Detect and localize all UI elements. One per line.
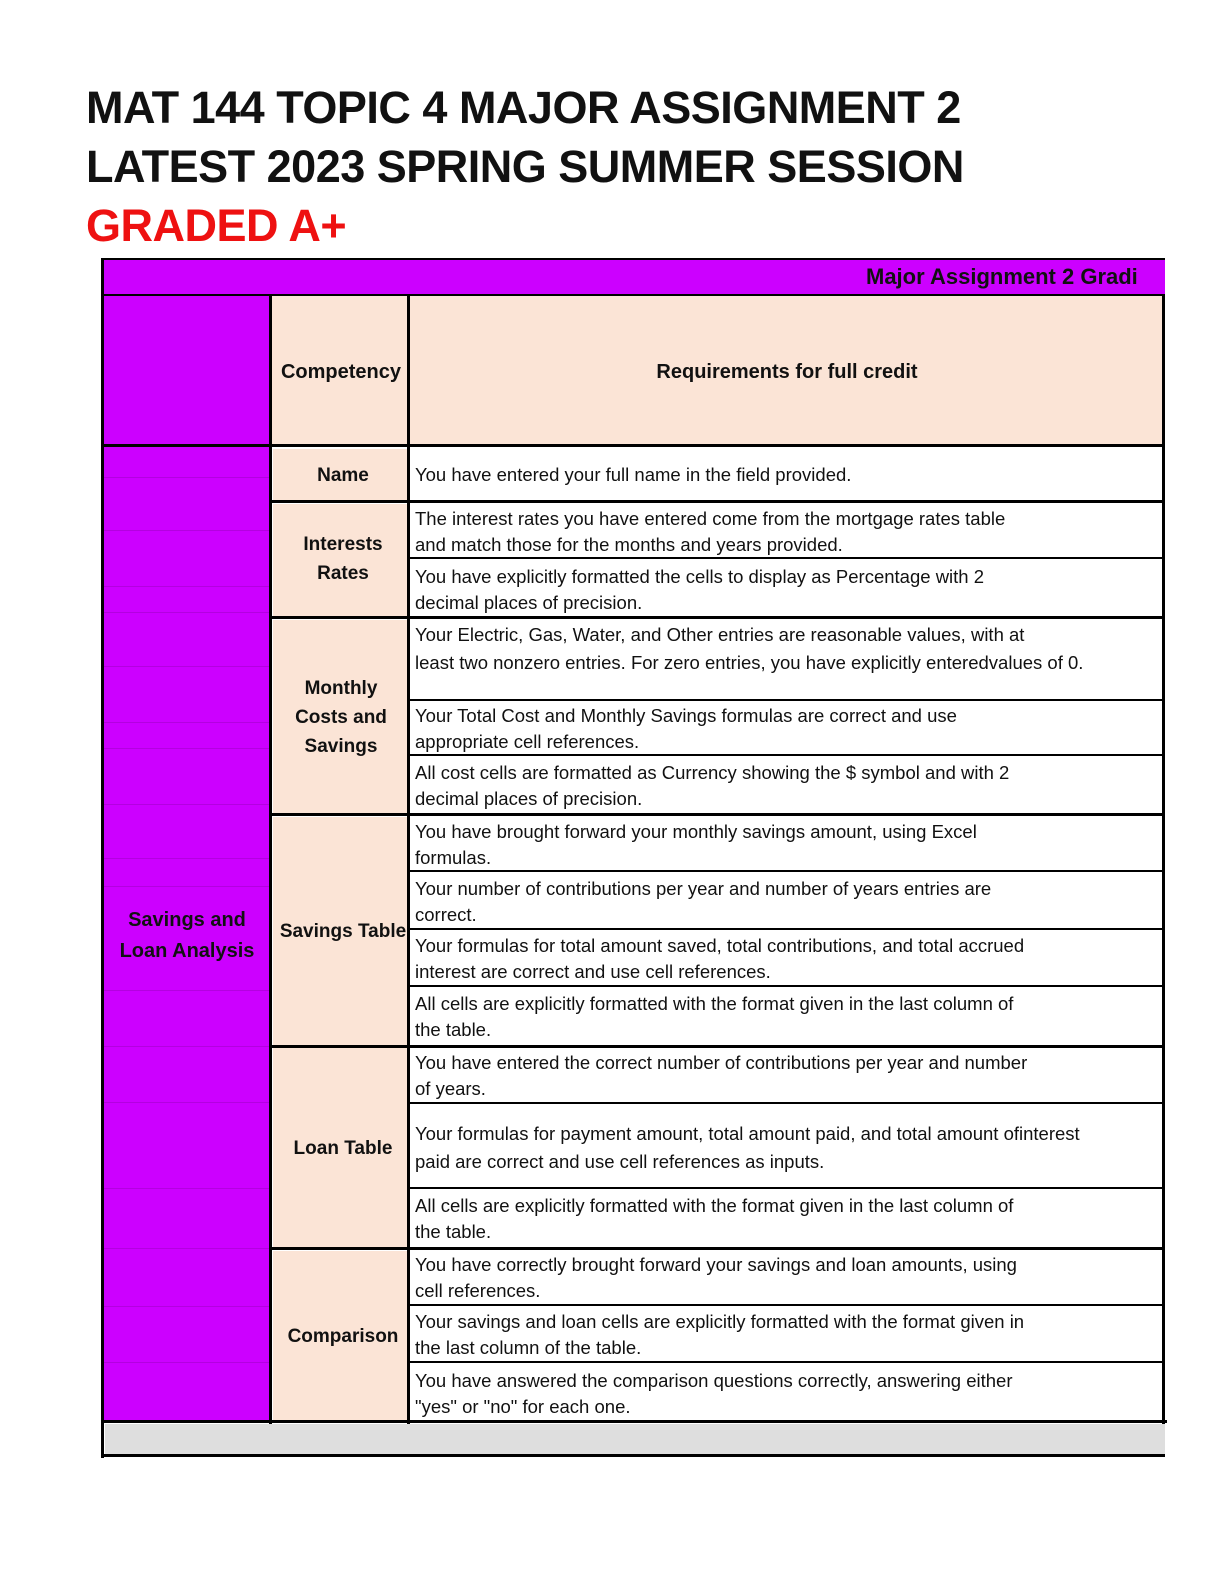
requirement-cell: Your number of contributions per year and number of years entries are correct. <box>415 878 992 925</box>
competency-label: Monthly Costs and Savings <box>295 678 387 757</box>
competency-label: Name <box>317 464 369 486</box>
competency-label: Interests Rates <box>303 534 383 584</box>
requirement-cell: Your Total Cost and Monthly Savings formulas are correct and use appropriate cell references. <box>415 705 957 752</box>
requirement-cell: You have answered the comparison questions correctly, answering either "yes" or "no" for each one. <box>415 1370 1013 1417</box>
competency-label: Savings Table <box>279 920 407 942</box>
title-line-2: LATEST 2023 SPRING SUMMER SESSION <box>86 141 964 192</box>
requirement-cell: All cells are explicitly formatted with the format given in the last column of the table. <box>415 1195 1014 1242</box>
rubric-banner-title: Major Assignment 2 Gradi <box>866 264 1138 289</box>
header-corner-cell <box>103 296 271 445</box>
requirement-cell: Your savings and loan cells are explicitly formatted with the format given in the last column of the table. <box>415 1311 1025 1358</box>
requirement-cell: You have correctly brought forward your savings and loan amounts, using cell references. <box>415 1254 1017 1301</box>
header-requirements-label: Requirements for full credit <box>656 360 918 383</box>
requirement-cell: All cells are explicitly formatted with the format given in the last column of the table. <box>415 993 1014 1040</box>
graded-label: GRADED A+ <box>86 200 347 251</box>
header-competency-label: Competency <box>280 360 402 383</box>
requirement-cell: All cost cells are formatted as Currency showing the $ symbol and with 2 decimal places of precision. <box>415 762 1010 809</box>
requirement-cell: You have entered your full name in the field provided. <box>415 464 852 485</box>
requirement-cell: Your formulas for payment amount, total amount paid, and total amount ofinterest paid are correct and use cell references as inputs. <box>415 1123 1080 1172</box>
requirement-cell: The interest rates you have entered come from the mortgage rates table and match those for the months and years provided. <box>415 508 1006 555</box>
title-line-1: MAT 144 TOPIC 4 MAJOR ASSIGNMENT 2 <box>86 82 961 133</box>
requirement-cell: Your Electric, Gas, Water, and Other entries are reasonable values, with at least two nonzero entries. For zero entries, you have explicitly enteredvalues of 0. <box>415 624 1084 673</box>
competency-label: Comparison <box>287 1325 399 1347</box>
requirement-cell: Your formulas for total amount saved, total contributions, and total accrued interest are correct and use cell references. <box>415 935 1025 982</box>
competency-label: Loan Table <box>293 1137 393 1159</box>
requirement-cell: You have entered the correct number of contributions per year and number of years. <box>415 1052 1028 1099</box>
section-label: Savings and Loan Analysis <box>119 909 255 962</box>
footer-row <box>105 1424 1165 1454</box>
requirement-cell: You have brought forward your monthly savings amount, using Excel formulas. <box>415 821 977 868</box>
requirement-cell: You have explicitly formatted the cells to display as Percentage with 2 decimal places of precision. <box>415 566 985 613</box>
